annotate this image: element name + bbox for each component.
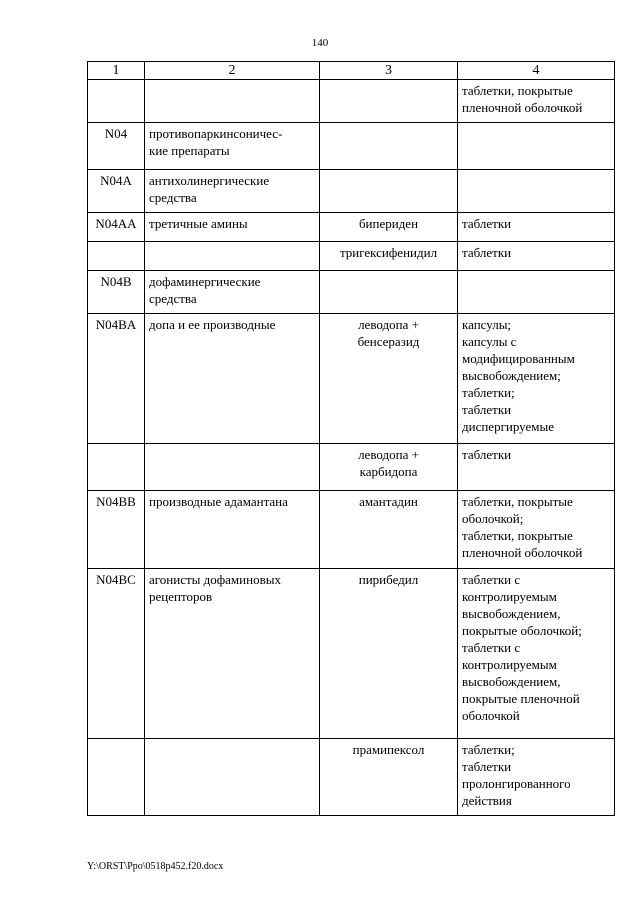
cell-text-line: диспергируемые: [462, 419, 555, 434]
drug-name-cell: [320, 739, 458, 816]
drug-table: [87, 61, 615, 816]
table-row: [88, 739, 615, 816]
anatomical-group-cell: [145, 213, 320, 242]
table-row: [88, 569, 615, 739]
atc-code-cell: N04A: [88, 170, 145, 213]
cell-text-line: пирибедил: [358, 572, 419, 587]
cell-text-line: таблетки, покрытые: [462, 83, 573, 98]
drug-name-cell: [320, 271, 458, 314]
cell-text-line: оболочкой;: [462, 511, 524, 526]
anatomical-group-cell: [145, 444, 320, 491]
table-body: [88, 80, 615, 816]
cell-text-line: таблетки;: [462, 742, 515, 757]
drug-name-cell: [320, 314, 458, 444]
cell-text-line: амантадин: [359, 494, 418, 509]
anatomical-group-cell: [145, 123, 320, 170]
cell-text-line: таблетки: [462, 245, 512, 260]
cell-text-line: средства: [149, 190, 197, 205]
dosage-form-cell: [458, 491, 615, 569]
anatomical-group-cell: [145, 491, 320, 569]
cell-text-line: бипериден: [358, 216, 419, 231]
table-row: [88, 242, 615, 271]
table-row: [88, 80, 615, 123]
cell-text-line: капсулы;: [462, 317, 512, 332]
atc-code-cell: [88, 444, 145, 491]
cell-text-line: леводопа +: [358, 317, 419, 332]
dosage-form-cell: [458, 569, 615, 739]
cell-text-line: оболочкой: [462, 708, 520, 723]
cell-text-line: таблетки;: [462, 385, 515, 400]
cell-text-line: действия: [462, 793, 512, 808]
column-header: 1: [88, 62, 145, 80]
atc-code-cell: N04AA: [88, 213, 145, 242]
dosage-form-cell: [458, 213, 615, 242]
atc-code-cell: N04BB: [88, 491, 145, 569]
column-header: 2: [145, 62, 320, 80]
dosage-form-cell: [458, 444, 615, 491]
cell-text-line: высвобождением,: [462, 674, 561, 689]
column-header: 4: [458, 62, 615, 80]
anatomical-group-cell: [145, 170, 320, 213]
drug-name-cell: [320, 170, 458, 213]
cell-text-line: тригексифенидил: [339, 245, 438, 260]
dosage-form-cell: [458, 314, 615, 444]
anatomical-group-cell: [145, 314, 320, 444]
cell-text-line: противопаркинсоничес-: [149, 126, 283, 141]
table-row: [88, 213, 615, 242]
cell-text-line: таблетки, покрытые: [462, 494, 573, 509]
atc-code-cell: N04BA: [88, 314, 145, 444]
cell-text-line: таблетки: [462, 216, 512, 231]
cell-text-line: пленочной оболочкой: [462, 100, 583, 115]
cell-text-line: контролируемым: [462, 657, 557, 672]
table-header-row: [88, 62, 615, 80]
anatomical-group-cell: [145, 569, 320, 739]
atc-code-cell: [88, 242, 145, 271]
cell-text-line: леводопа +: [358, 447, 419, 462]
cell-text-line: кие препараты: [149, 143, 230, 158]
atc-code-cell: N04B: [88, 271, 145, 314]
table-row: [88, 170, 615, 213]
cell-text-line: пролонгированного: [462, 776, 571, 791]
drug-name-cell: [320, 123, 458, 170]
drug-name-cell: [320, 444, 458, 491]
cell-text-line: антихолинергические: [149, 173, 270, 188]
cell-text-line: пленочной оболочкой: [462, 545, 583, 560]
cell-text-line: агонисты дофаминовых: [149, 572, 281, 587]
cell-text-line: покрытые оболочкой;: [462, 623, 582, 638]
cell-text-line: капсулы с: [462, 334, 517, 349]
dosage-form-cell: [458, 123, 615, 170]
anatomical-group-cell: [145, 739, 320, 816]
cell-text-line: карбидопа: [359, 464, 418, 479]
page-number: 140: [311, 37, 329, 49]
cell-text-line: рецепторов: [149, 589, 213, 604]
cell-text-line: покрытые пленочной: [462, 691, 580, 706]
anatomical-group-cell: [145, 271, 320, 314]
cell-text-line: дофаминергические: [149, 274, 261, 289]
cell-text-line: таблетки, покрытые: [462, 528, 573, 543]
cell-text-line: таблетки с: [462, 640, 521, 655]
cell-text-line: таблетки: [462, 402, 512, 417]
cell-text-line: средства: [149, 291, 197, 306]
cell-text-line: таблетки: [462, 759, 512, 774]
cell-text-line: модифицированным: [462, 351, 575, 366]
atc-code-cell: N04: [88, 123, 145, 170]
drug-name-cell: [320, 242, 458, 271]
drug-name-cell: [320, 80, 458, 123]
anatomical-group-cell: [145, 242, 320, 271]
dosage-form-cell: [458, 242, 615, 271]
atc-code-cell: [88, 80, 145, 123]
cell-text-line: производные адамантана: [149, 494, 288, 509]
dosage-form-cell: [458, 170, 615, 213]
table-row: [88, 444, 615, 491]
cell-text-line: высвобождением;: [462, 368, 561, 383]
drug-name-cell: [320, 213, 458, 242]
drug-name-cell: [320, 491, 458, 569]
cell-text-line: таблетки с: [462, 572, 521, 587]
column-header: 3: [320, 62, 458, 80]
table-row: [88, 491, 615, 569]
dosage-form-cell: [458, 739, 615, 816]
atc-code-cell: N04BC: [88, 569, 145, 739]
table-row: [88, 314, 615, 444]
cell-text-line: прамипексол: [352, 742, 425, 757]
cell-text-line: бенсеразид: [357, 334, 420, 349]
table-row: [88, 271, 615, 314]
table-row: [88, 123, 615, 170]
cell-text-line: контролируемым: [462, 589, 557, 604]
drug-name-cell: [320, 569, 458, 739]
cell-text-line: допа и ее производные: [149, 317, 276, 332]
dosage-form-cell: [458, 271, 615, 314]
cell-text-line: высвобождением,: [462, 606, 561, 621]
file-path-footer: Y:\ORST\Ppo\0518p452.f20.docx: [87, 861, 224, 872]
dosage-form-cell: [458, 80, 615, 123]
atc-code-cell: [88, 739, 145, 816]
cell-text-line: таблетки: [462, 447, 512, 462]
anatomical-group-cell: [145, 80, 320, 123]
cell-text-line: третичные амины: [149, 216, 248, 231]
